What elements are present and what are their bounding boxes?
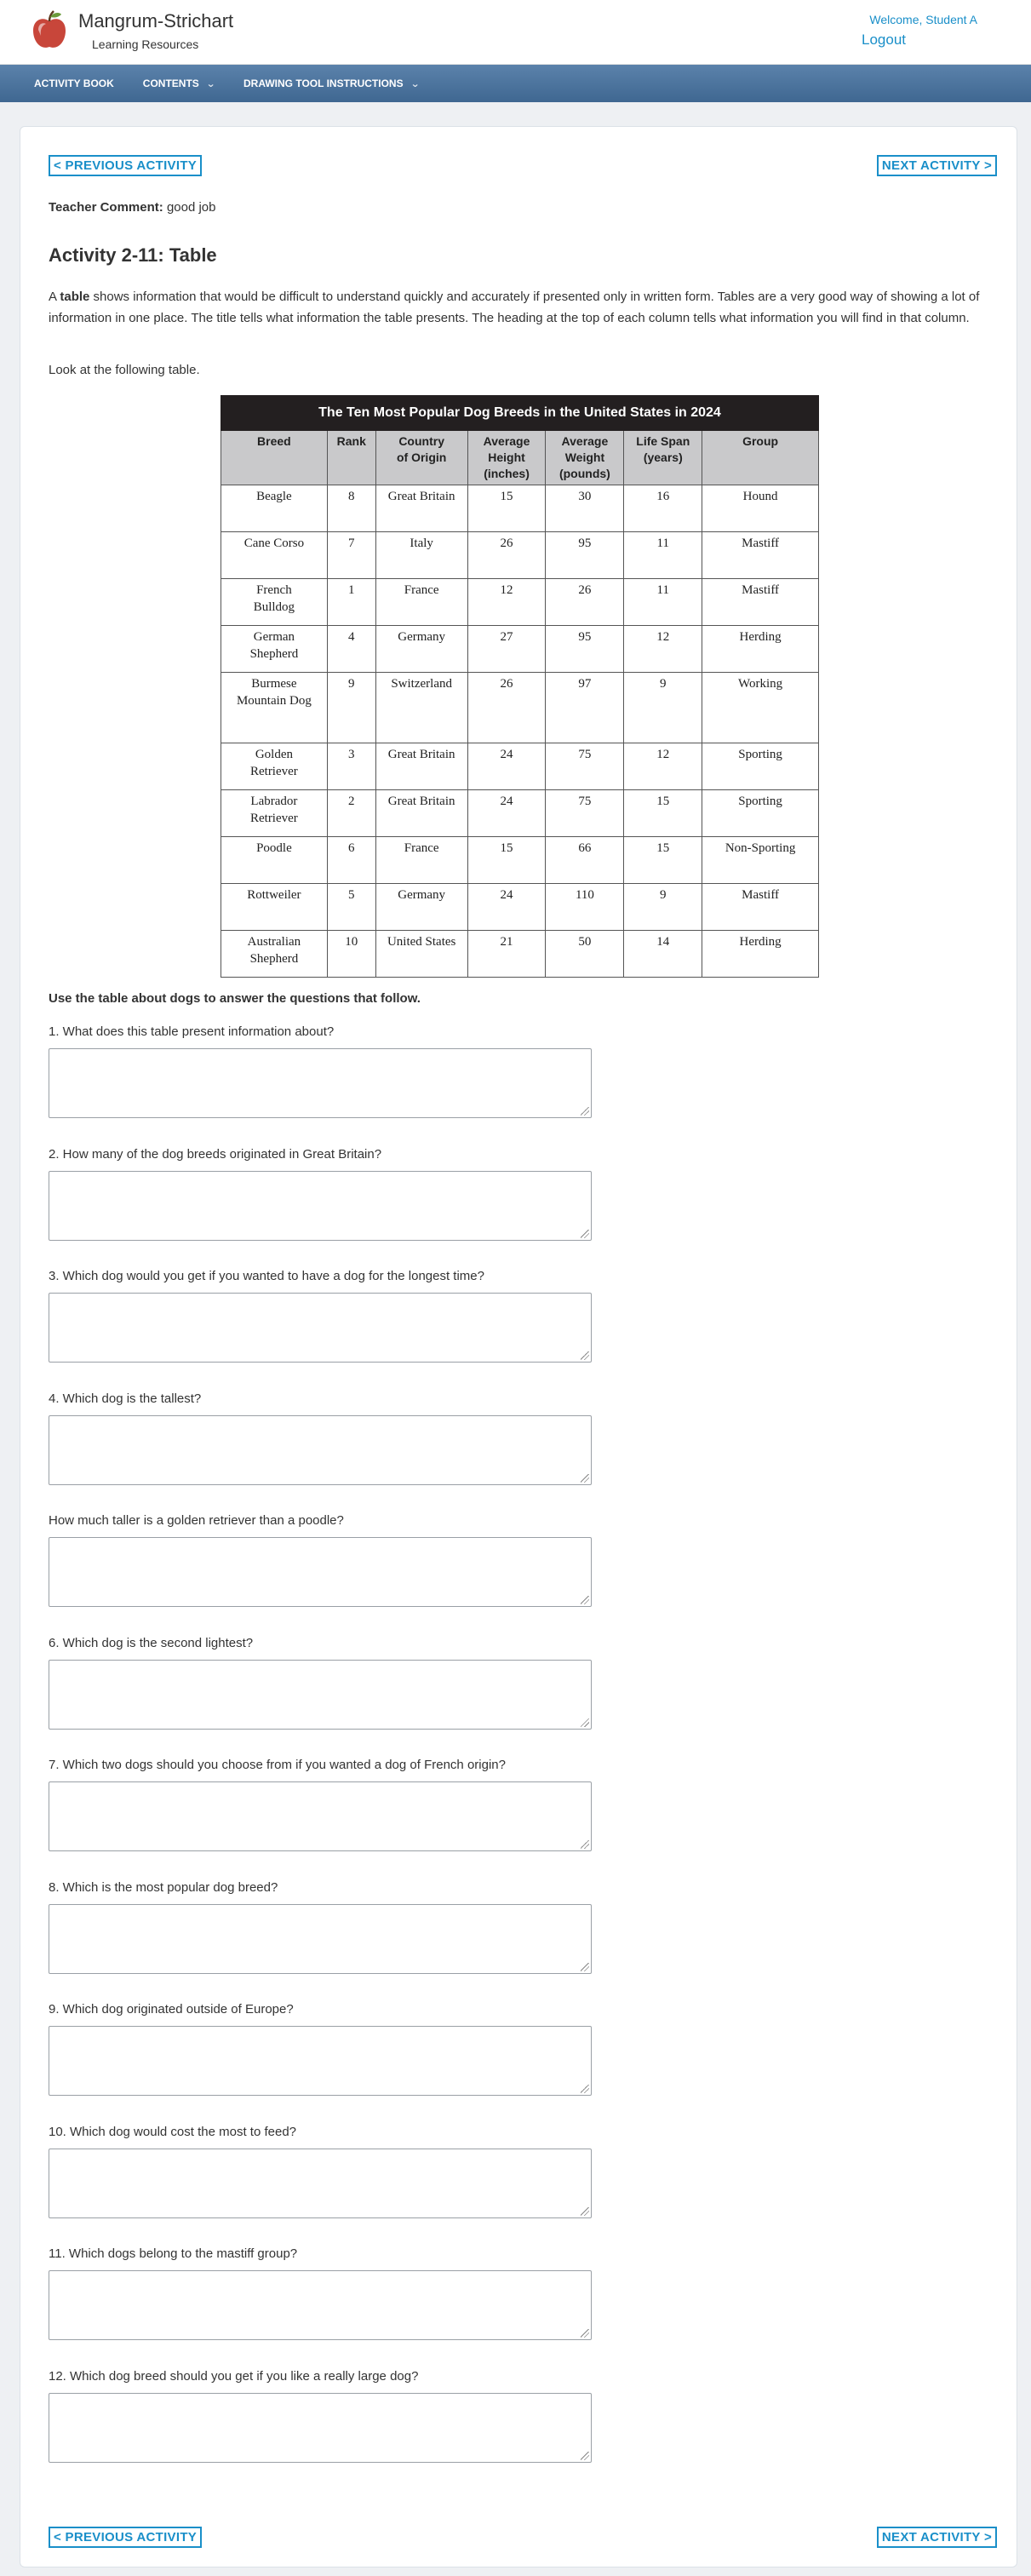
header-line: Height	[488, 450, 525, 464]
answer-textarea[interactable]	[49, 2149, 592, 2218]
breed-line: Rottweiler	[247, 888, 301, 902]
question-label: 7. Which two dogs should you choose from if you wanted a dog of French origin?	[49, 1758, 506, 1772]
weight-cell: 95	[546, 532, 624, 579]
breed-cell	[221, 884, 328, 931]
group-cell: Non-Sporting	[702, 837, 819, 884]
question-item	[49, 1758, 994, 1851]
question-label: How much taller is a golden retriever than a poodle?	[49, 1513, 344, 1528]
table-column-header	[467, 431, 546, 485]
table-row	[221, 743, 819, 790]
question-item	[49, 1513, 994, 1607]
question-label: 8. Which is the most popular dog breed?	[49, 1880, 278, 1895]
height-cell: 21	[467, 931, 546, 978]
table-column-header	[702, 431, 819, 485]
rank-cell: 6	[327, 837, 375, 884]
group-cell: Working	[702, 673, 819, 743]
height-cell: 26	[467, 532, 546, 579]
table-column-header	[546, 431, 624, 485]
header-line: (years)	[643, 450, 683, 464]
rank-cell: 3	[327, 743, 375, 790]
rank-cell: 7	[327, 532, 375, 579]
header-line: (pounds)	[558, 467, 610, 480]
breed-line: Shepherd	[249, 647, 299, 661]
header-line: Rank	[336, 434, 366, 448]
question-item	[49, 1391, 994, 1485]
height-cell: 24	[467, 790, 546, 837]
group-cell: Sporting	[702, 743, 819, 790]
rank-cell: 4	[327, 626, 375, 673]
group-cell: Hound	[702, 485, 819, 532]
table-row	[221, 579, 819, 626]
nav-contents[interactable]	[143, 77, 215, 89]
header-line: (inches)	[484, 467, 530, 480]
questions-intro: Use the table about dogs to answer the questions that follow.	[49, 991, 421, 1006]
life-cell: 16	[624, 485, 702, 532]
question-item	[49, 1269, 994, 1363]
site-header	[0, 0, 1031, 65]
weight-cell: 110	[546, 884, 624, 931]
life-cell: 9	[624, 884, 702, 931]
question-item	[49, 1147, 994, 1241]
country-cell: Great Britain	[375, 743, 467, 790]
table-column-header	[221, 431, 328, 485]
question-item	[49, 1880, 994, 1974]
weight-cell: 75	[546, 743, 624, 790]
answer-textarea[interactable]	[49, 2393, 592, 2463]
question-label: 1. What does this table present information about?	[49, 1024, 335, 1039]
breed-line: Labrador	[250, 795, 298, 808]
breed-cell	[221, 485, 328, 532]
rank-cell: 9	[327, 673, 375, 743]
weight-cell: 66	[546, 837, 624, 884]
breed-cell	[221, 579, 328, 626]
breed-line: French	[256, 583, 292, 597]
breed-cell	[221, 626, 328, 673]
table-row	[221, 673, 819, 743]
group-cell: Herding	[702, 626, 819, 673]
table-row	[221, 931, 819, 978]
next-activity-button-bottom[interactable]: NEXT ACTIVITY >	[877, 2527, 997, 2548]
group-cell: Mastiff	[702, 884, 819, 931]
table-column-header	[375, 431, 467, 485]
breed-line: Poodle	[256, 841, 292, 855]
header-line: Life Span	[636, 434, 690, 448]
nav-label: DRAWING TOOL INSTRUCTIONS	[243, 77, 404, 89]
table-row	[221, 790, 819, 837]
header-line: Country	[398, 434, 444, 448]
answer-textarea[interactable]	[49, 1293, 592, 1363]
weight-cell: 75	[546, 790, 624, 837]
breed-line: Beagle	[256, 490, 292, 503]
table-row	[221, 837, 819, 884]
table-row	[221, 532, 819, 579]
intro-text: A	[49, 290, 60, 304]
header-line: Weight	[564, 450, 605, 464]
height-cell: 26	[467, 673, 546, 743]
question-label: 4. Which dog is the tallest?	[49, 1391, 202, 1406]
rank-cell: 8	[327, 485, 375, 532]
weight-cell: 95	[546, 626, 624, 673]
breed-line: Bulldog	[253, 600, 295, 614]
welcome-message: Welcome, Student A	[869, 13, 977, 26]
rank-cell: 1	[327, 579, 375, 626]
life-cell: 11	[624, 532, 702, 579]
group-cell: Sporting	[702, 790, 819, 837]
breed-cell	[221, 673, 328, 743]
table-row	[221, 884, 819, 931]
country-cell: Great Britain	[375, 790, 467, 837]
breed-line: Mountain Dog	[236, 694, 312, 708]
header-line: Breed	[257, 434, 291, 448]
weight-cell: 30	[546, 485, 624, 532]
question-item	[49, 1636, 994, 1730]
breed-line: Retriever	[249, 765, 298, 778]
breed-line: German	[253, 630, 295, 644]
country-cell: United States	[375, 931, 467, 978]
breed-line: Australian	[247, 935, 301, 949]
rank-cell: 2	[327, 790, 375, 837]
activity-intro	[49, 286, 994, 329]
dog-breeds-table	[221, 395, 819, 978]
question-item	[49, 2369, 994, 2463]
question-item	[49, 2246, 994, 2340]
question-label: 9. Which dog originated outside of Europe?	[49, 2002, 294, 2017]
nav-activity-book[interactable]	[34, 77, 114, 89]
main-nav	[0, 65, 1031, 102]
question-label: 10. Which dog would cost the most to feed?	[49, 2125, 296, 2139]
header-line: of Origin	[396, 450, 447, 464]
nav-drawing-tool-instructions[interactable]	[243, 77, 419, 89]
height-cell: 15	[467, 485, 546, 532]
question-item	[49, 1024, 994, 1118]
life-cell: 15	[624, 837, 702, 884]
table-row	[221, 626, 819, 673]
country-cell: Great Britain	[375, 485, 467, 532]
life-cell: 11	[624, 579, 702, 626]
life-cell: 12	[624, 626, 702, 673]
height-cell: 27	[467, 626, 546, 673]
answer-textarea[interactable]	[49, 1781, 592, 1851]
country-cell: France	[375, 837, 467, 884]
answer-textarea[interactable]	[49, 1415, 592, 1485]
question-label: 6. Which dog is the second lightest?	[49, 1636, 254, 1650]
group-cell: Mastiff	[702, 532, 819, 579]
answer-textarea[interactable]	[49, 1537, 592, 1607]
table-column-header	[624, 431, 702, 485]
life-cell: 15	[624, 790, 702, 837]
country-cell: Germany	[375, 884, 467, 931]
chevron-down-icon: ⌄	[410, 78, 420, 89]
question-label: 2. How many of the dog breeds originated in Great Britain?	[49, 1147, 382, 1162]
question-item	[49, 2002, 994, 2096]
height-cell: 12	[467, 579, 546, 626]
answer-textarea[interactable]	[49, 1171, 592, 1241]
breed-cell	[221, 743, 328, 790]
intro-text: shows information that would be difficult to understand quickly and accurately if presented only in written form. Tables are a very good way of showing a lot of information in one place. The title tells what information the table presents. The heading at the top of each column tells what information you will find in that column.	[49, 290, 980, 325]
nav-label: CONTENTS	[142, 77, 199, 89]
breed-line: Shepherd	[249, 952, 299, 966]
teacher-comment-label: Teacher Comment:	[49, 200, 163, 215]
answer-textarea[interactable]	[49, 1048, 592, 1118]
brand-subtitle: Learning Resources	[92, 37, 199, 51]
country-cell: Italy	[375, 532, 467, 579]
group-cell: Mastiff	[702, 579, 819, 626]
table-row	[221, 485, 819, 532]
header-line: Average	[561, 434, 609, 448]
question-item	[49, 2125, 994, 2218]
dog-breeds-table-figure	[221, 395, 819, 978]
weight-cell: 50	[546, 931, 624, 978]
answer-textarea[interactable]	[49, 2270, 592, 2340]
weight-cell: 97	[546, 673, 624, 743]
breed-cell	[221, 790, 328, 837]
header-line: Group	[742, 434, 779, 448]
life-cell: 14	[624, 931, 702, 978]
height-cell: 15	[467, 837, 546, 884]
breed-line: Cane Corso	[243, 536, 305, 550]
activity-title: Activity 2-11: Table	[49, 244, 217, 266]
question-label: 11. Which dogs belong to the mastiff group?	[49, 2246, 298, 2261]
next-activity-button[interactable]: NEXT ACTIVITY >	[877, 155, 997, 176]
country-cell: France	[375, 579, 467, 626]
group-cell: Herding	[702, 931, 819, 978]
question-label: 12. Which dog breed should you get if you like a really large dog?	[49, 2369, 419, 2384]
chevron-down-icon: ⌄	[205, 78, 215, 89]
breed-cell	[221, 532, 328, 579]
answer-textarea[interactable]	[49, 2026, 592, 2096]
answer-textarea[interactable]	[49, 1660, 592, 1730]
look-instruction: Look at the following table.	[49, 363, 200, 377]
table-title: The Ten Most Popular Dog Breeds in the United States in 2024	[221, 396, 819, 431]
answer-textarea[interactable]	[49, 1904, 592, 1974]
weight-cell: 26	[546, 579, 624, 626]
life-cell: 12	[624, 743, 702, 790]
breed-line: Burmese	[251, 677, 297, 691]
breed-line: Retriever	[249, 812, 298, 825]
teacher-comment	[49, 200, 216, 215]
breed-cell	[221, 837, 328, 884]
table-column-header	[327, 431, 375, 485]
logout-link[interactable]: Logout	[862, 32, 906, 48]
previous-activity-button[interactable]: < PREVIOUS ACTIVITY	[49, 155, 202, 176]
teacher-comment-text: good job	[166, 200, 216, 215]
rank-cell: 5	[327, 884, 375, 931]
breed-cell	[221, 931, 328, 978]
previous-activity-button-bottom[interactable]: < PREVIOUS ACTIVITY	[49, 2527, 202, 2548]
country-cell: Switzerland	[375, 673, 467, 743]
brand-name[interactable]: Mangrum-Strichart	[78, 10, 234, 32]
header-line: Average	[483, 434, 530, 448]
intro-keyword: table	[60, 290, 90, 304]
country-cell: Germany	[375, 626, 467, 673]
life-cell: 9	[624, 673, 702, 743]
question-label: 3. Which dog would you get if you wanted to have a dog for the longest time?	[49, 1269, 484, 1283]
height-cell: 24	[467, 743, 546, 790]
apple-logo-icon[interactable]	[31, 9, 68, 52]
rank-cell: 10	[327, 931, 375, 978]
nav-label: ACTIVITY BOOK	[34, 77, 114, 89]
breed-line: Golden	[255, 748, 293, 761]
height-cell: 24	[467, 884, 546, 931]
